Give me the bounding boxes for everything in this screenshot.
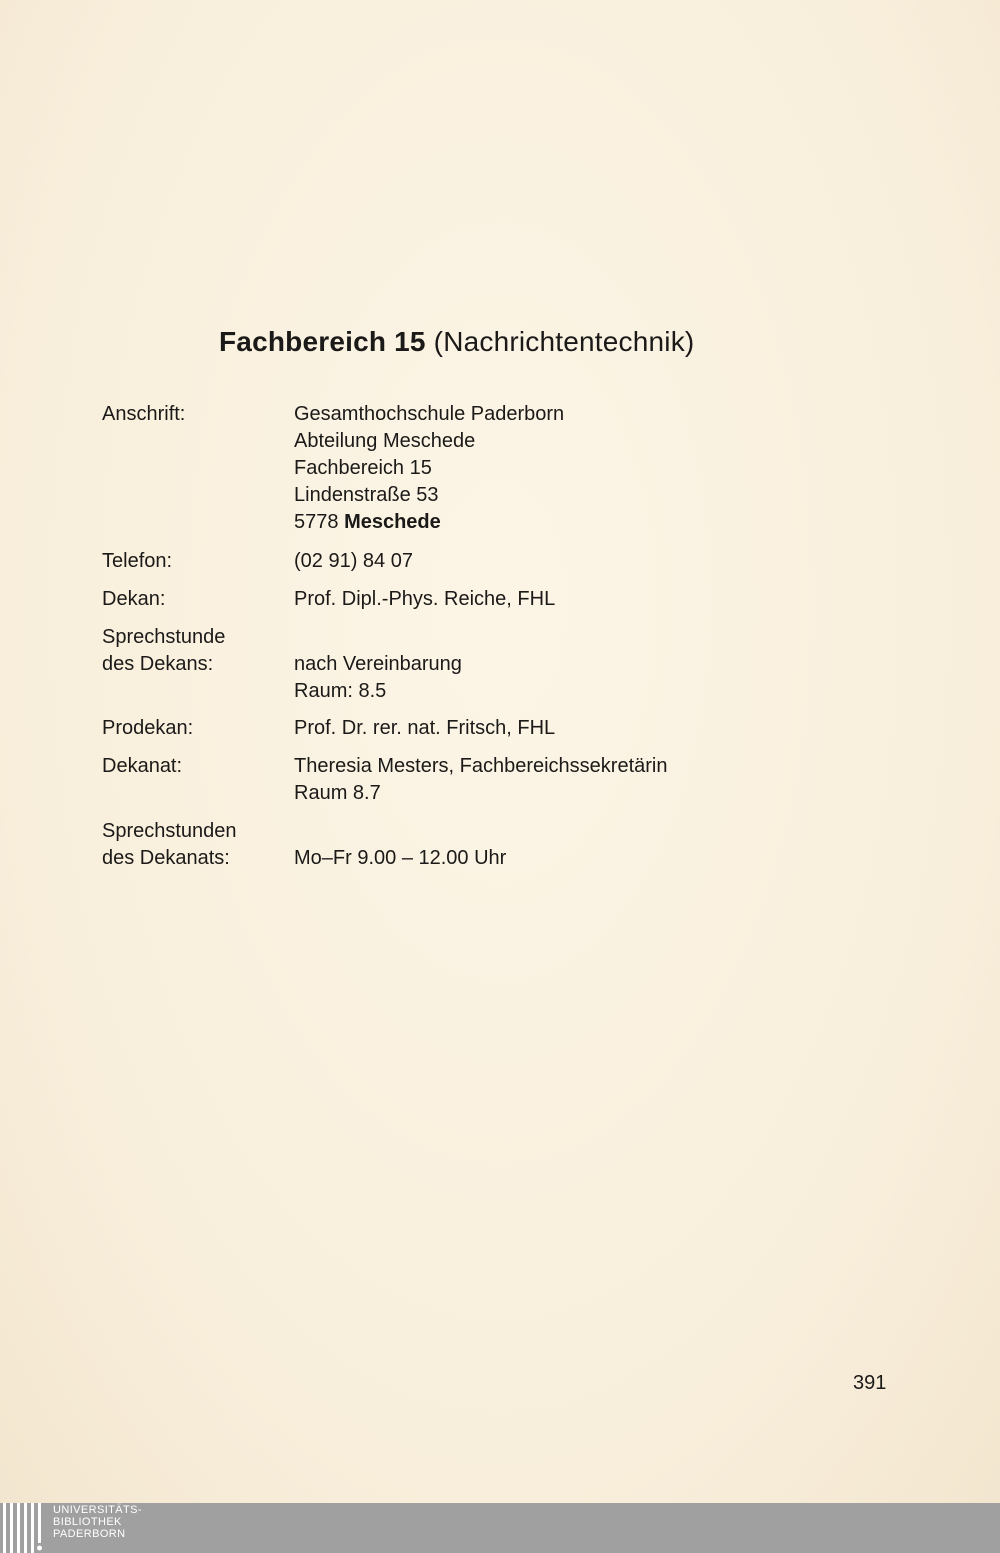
address-line-4: Lindenstraße 53 (294, 484, 439, 506)
address-line-1: Gesamthochschule Paderborn (294, 403, 565, 425)
library-name-line2: BIBLIOTHEK (53, 1516, 122, 1528)
label-prodekan: Prodekan: (102, 717, 194, 739)
title-rest: (Nachrichtentechnik) (433, 326, 695, 357)
city-name: Meschede (344, 511, 441, 533)
label-anschrift: Anschrift: (102, 403, 186, 425)
page-title (219, 326, 694, 358)
address-line-2: Abteilung Meschede (294, 430, 476, 452)
sprechstunden-value: Mo–Fr 9.00 – 12.00 Uhr (294, 847, 507, 869)
library-footer-bar (0, 1503, 1000, 1553)
sprechstunde-value-1: nach Vereinbarung (294, 653, 462, 675)
label-sprechstunde-line2: des Dekans: (102, 653, 214, 675)
label-dekan: Dekan: (102, 588, 166, 610)
label-sprechstunde-line1: Sprechstunde (102, 626, 226, 648)
title-bold: Fachbereich 15 (219, 326, 426, 357)
address-line-3: Fachbereich 15 (294, 457, 432, 479)
label-sprechstunden-line2: des Dekanats: (102, 847, 230, 869)
library-name-line1: UNIVERSITÄTS- (53, 1504, 142, 1516)
label-telefon: Telefon: (102, 550, 173, 572)
dekanat-value-2: Raum 8.7 (294, 782, 381, 804)
address-city-line (294, 509, 441, 536)
prodekan-value: Prof. Dr. rer. nat. Fritsch, FHL (294, 717, 556, 739)
dekan-value: Prof. Dipl.-Phys. Reiche, FHL (294, 588, 556, 610)
library-name-line3: PADERBORN (53, 1528, 126, 1540)
library-stripes-logo-icon (0, 1503, 46, 1553)
label-dekanat: Dekanat: (102, 755, 183, 777)
label-sprechstunden-line1: Sprechstunden (102, 820, 237, 842)
library-name (53, 1504, 142, 1540)
dekanat-value-1: Theresia Mesters, Fachbereichssekretärin (294, 755, 668, 777)
telefon-value: (02 91) 84 07 (294, 550, 413, 572)
sprechstunde-value-2: Raum: 8.5 (294, 680, 387, 702)
page-number: 391 (853, 1372, 887, 1394)
postal-code: 5778 (294, 511, 339, 533)
